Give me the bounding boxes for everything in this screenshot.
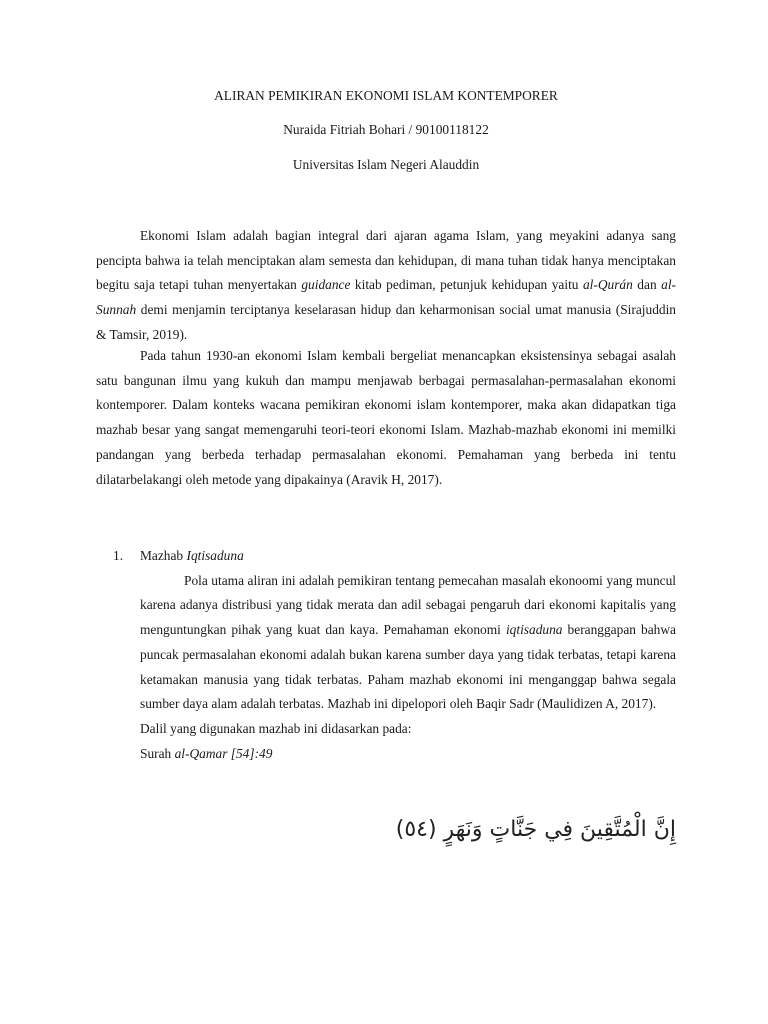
document-title: ALIRAN PEMIKIRAN EKONOMI ISLAM KONTEMPORER <box>214 88 558 103</box>
university-line: Universitas Islam Negeri Alauddin <box>292 157 480 172</box>
term-sunnah: al-Sunnah <box>96 277 677 318</box>
quran-verse: إِنَّ الْمُتَّقِينَ فِي جَنَّاتٍ وَنَهَرٍ (٥٤) <box>395 817 676 842</box>
surah-reference: al-Qamar [54]:49 <box>174 745 273 761</box>
paragraph-intro-part2: kitab pediman, petunjuk kehidupan yaitu <box>350 277 583 293</box>
mazhab-paragraph-part2: beranggapan bahwa puncak permasalahan ekonomi adalah bukan karena sumber daya yang tidak terbatas, tetapi karena ketamakan manusia yang tidak terbatas. Paham mazhab ekonomi ini menganggap bahwa segala sumber daya alam adalah terbatas. Mazhab ini dipelopori oleh Baqir Sadr (Maulidizen A, 2017). <box>140 622 676 712</box>
mazhab-list <box>96 544 676 766</box>
mazhab-paragraph <box>140 569 676 717</box>
term-guidance: guidance <box>301 277 351 293</box>
surah-line <box>140 742 676 767</box>
list-number: 1. <box>113 548 124 563</box>
paragraph-intro <box>96 224 676 348</box>
list-title-italic: Iqtisaduna <box>186 548 244 563</box>
paragraph-intro-part4: demi menjamin terciptanya keselarasan hidup dan keharmonisan social umat manusia (Sirajuddin & Tamsir, 2019). <box>96 302 676 342</box>
term-iqtisaduna: iqtisaduna <box>505 622 563 638</box>
paragraph-intro-part1: Ekonomi Islam adalah bagian integral dari ajaran agama Islam, yang meyakini adanya sang pencipta bahwa ia telah menciptakan alam semesta dan kehidupan, di mana tuhan tidak hanya menciptakan begitu saja tetapi tuhan menyertakan <box>96 228 676 293</box>
mazhab-paragraph-part1: Pola utama aliran ini adalah pemikiran tentang pemecahan masalah ekonoomi yang muncul karena adanya distribusi yang tidak merata dan adil sebagai pengaruh dari ekonomi kapitalis yang menguntungkan pihak yang kuat dan kaya. Pemahaman ekonomi <box>140 572 676 638</box>
paragraph-intro-part3: dan <box>632 277 662 293</box>
dalil-line: Dalil yang digunakan mazhab ini didasarkan pada: <box>140 720 412 736</box>
author-line: Nuraida Fitriah Bohari / 90100118122 <box>283 122 489 137</box>
list-item-heading <box>96 544 676 569</box>
paragraph-history: Pada tahun 1930-an ekonomi Islam kembali bergeliat menancapkan eksistensinya sebagai asalah satu bangunan ilmu yang kukuh dan mampu menjawab berbagai permasalahan-permasalahan ekonomi kontemporer. Dalam konteks wacana pemikiran ekonomi islam kontemporer, maka akan didapatkan tiga mazhab besar yang sangat memengaruhi teori-teori ekonomi Islam. Mazhab-mazhab ekonomi ini memilki pandangan yang berbeda terhadap permasalahan ekonomi. Pemahaman yang berbeda ini tentu dilatarbelakangi oleh metode yang dipakainya (Aravik H, 2017). <box>96 348 676 487</box>
list-title-prefix: Mazhab <box>140 548 187 563</box>
surah-prefix: Surah <box>140 745 175 761</box>
list-title <box>140 544 244 569</box>
term-quran: al-Qurán <box>582 277 633 293</box>
